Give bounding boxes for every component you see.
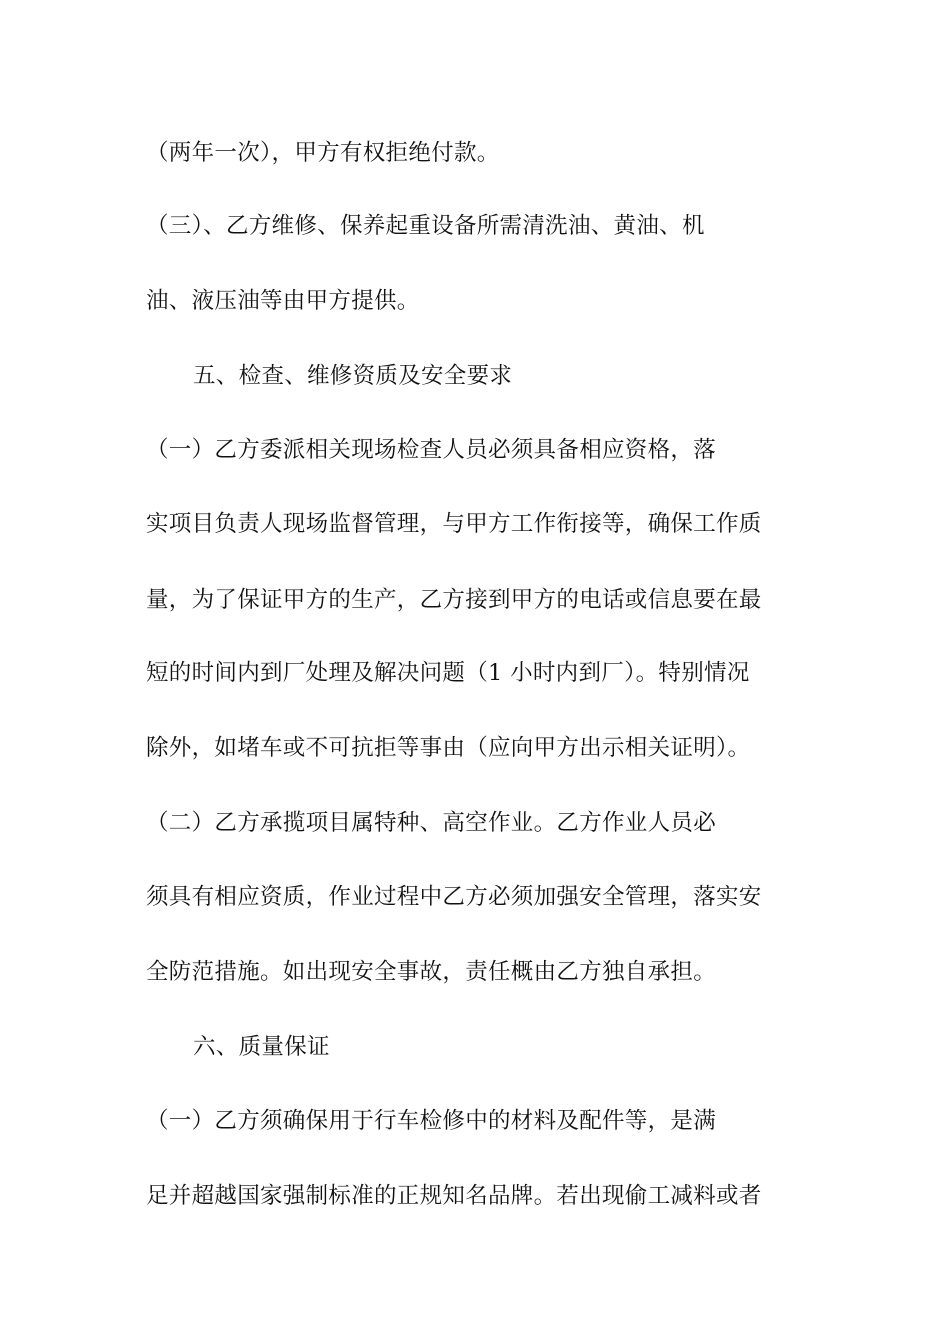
section-heading: 六、质量保证 xyxy=(193,1034,330,1060)
paragraph-line: 足并超越国家强制标准的正规知名品牌。若出现偷工减料或者 xyxy=(146,1183,762,1209)
paragraph-line: 量，为了保证甲方的生产，乙方接到甲方的电话或信息要在最 xyxy=(146,587,762,613)
paragraph-line: （三）、乙方维修、保养起重设备所需清洗油、黄油、机 xyxy=(146,213,705,239)
paragraph-line: （两年一次），甲方有权拒绝付款。 xyxy=(146,140,500,166)
section-heading: 五、检查、维修资质及安全要求 xyxy=(193,363,513,389)
paragraph-line: 须具有相应资质，作业过程中乙方必须加强安全管理，落实安 xyxy=(146,884,762,910)
paragraph-line: （一）乙方须确保用于行车检修中的材料及配件等，是满 xyxy=(146,1108,717,1134)
paragraph-line: （二）乙方承揽项目属特种、高空作业。乙方作业人员必 xyxy=(146,810,717,836)
paragraph-line: 除外，如堵车或不可抗拒等事由（应向甲方出示相关证明）。 xyxy=(146,735,751,761)
paragraph-line: （一）乙方委派相关现场检查人员必须具备相应资格，落 xyxy=(146,437,717,463)
paragraph-line: 全防范措施。如出现安全事故，责任概由乙方独自承担。 xyxy=(146,959,717,985)
paragraph-line: 油、液压油等由甲方提供。 xyxy=(146,288,420,314)
paragraph-line: 实项目负责人现场监督管理，与甲方工作衔接等，确保工作质 xyxy=(146,511,762,537)
paragraph-line: 短的时间内到厂处理及解决问题（1 小时内到厂）。特别情况 xyxy=(146,660,750,686)
